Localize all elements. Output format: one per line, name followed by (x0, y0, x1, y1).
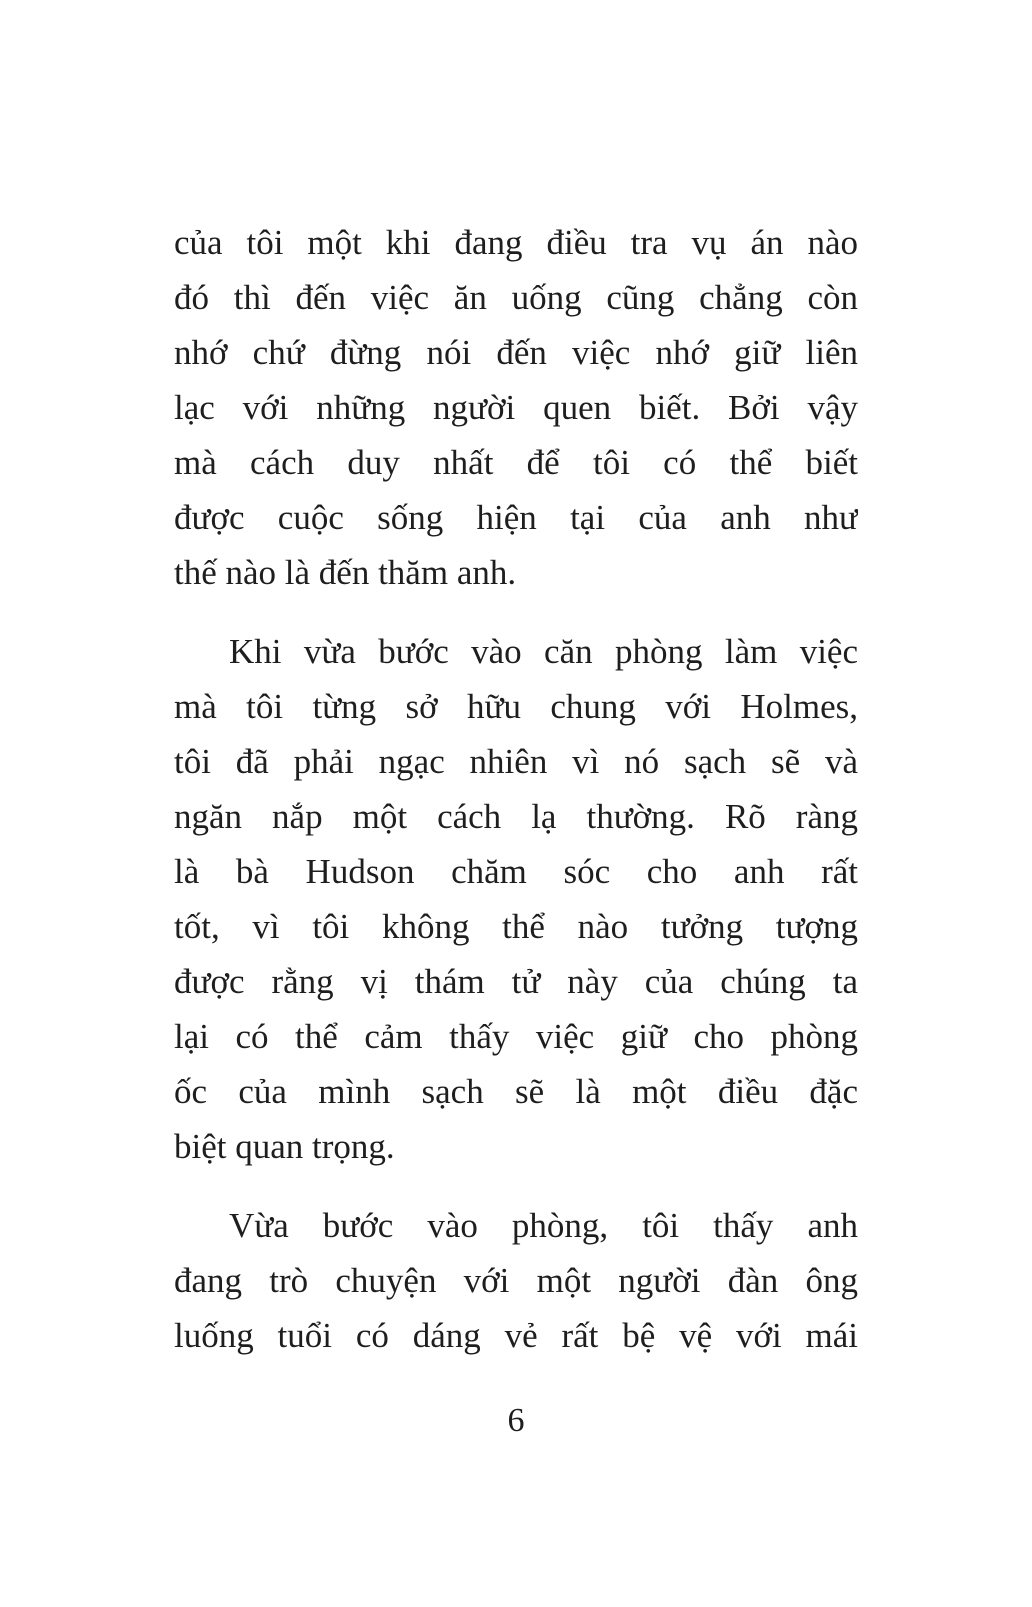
paragraph-2 (174, 624, 858, 1174)
page-number: 6 (507, 1402, 525, 1439)
text-line: được cuộc sống hiện tại của anh như (174, 498, 858, 537)
paragraph-3 (174, 1198, 858, 1363)
paragraph-1 (174, 215, 858, 600)
text-line: của tôi một khi đang điều tra vụ án nào (174, 223, 858, 262)
text-line: luống tuổi có dáng vẻ rất bệ vệ với mái (174, 1316, 858, 1355)
text-line: lại có thể cảm thấy việc giữ cho phòng (174, 1017, 858, 1056)
page-text (174, 215, 858, 1448)
text-line: Khi vừa bước vào căn phòng làm việc (229, 632, 858, 671)
text-line: mà tôi từng sở hữu chung với Holmes, (174, 687, 858, 726)
text-line: tốt, vì tôi không thể nào tưởng tượng (174, 907, 858, 946)
text-line: tôi đã phải ngạc nhiên vì nó sạch sẽ và (174, 742, 858, 781)
text-line: lạc với những người quen biết. Bởi vậy (174, 388, 858, 427)
text-line: mà cách duy nhất để tôi có thể biết (174, 443, 858, 482)
text-line: Vừa bước vào phòng, tôi thấy anh (229, 1206, 858, 1245)
text-line: biệt quan trọng. (174, 1127, 395, 1166)
text-line: được rằng vị thám tử này của chúng ta (174, 962, 858, 1001)
text-line: là bà Hudson chăm sóc cho anh rất (174, 852, 858, 891)
text-line: thế nào là đến thăm anh. (174, 553, 517, 592)
text-line: đang trò chuyện với một người đàn ông (174, 1261, 858, 1300)
text-line: ngăn nắp một cách lạ thường. Rõ ràng (174, 797, 858, 836)
text-line: đó thì đến việc ăn uống cũng chẳng còn (174, 278, 858, 317)
text-line: nhớ chứ đừng nói đến việc nhớ giữ liên (174, 333, 858, 372)
text-line: ốc của mình sạch sẽ là một điều đặc (174, 1072, 858, 1111)
